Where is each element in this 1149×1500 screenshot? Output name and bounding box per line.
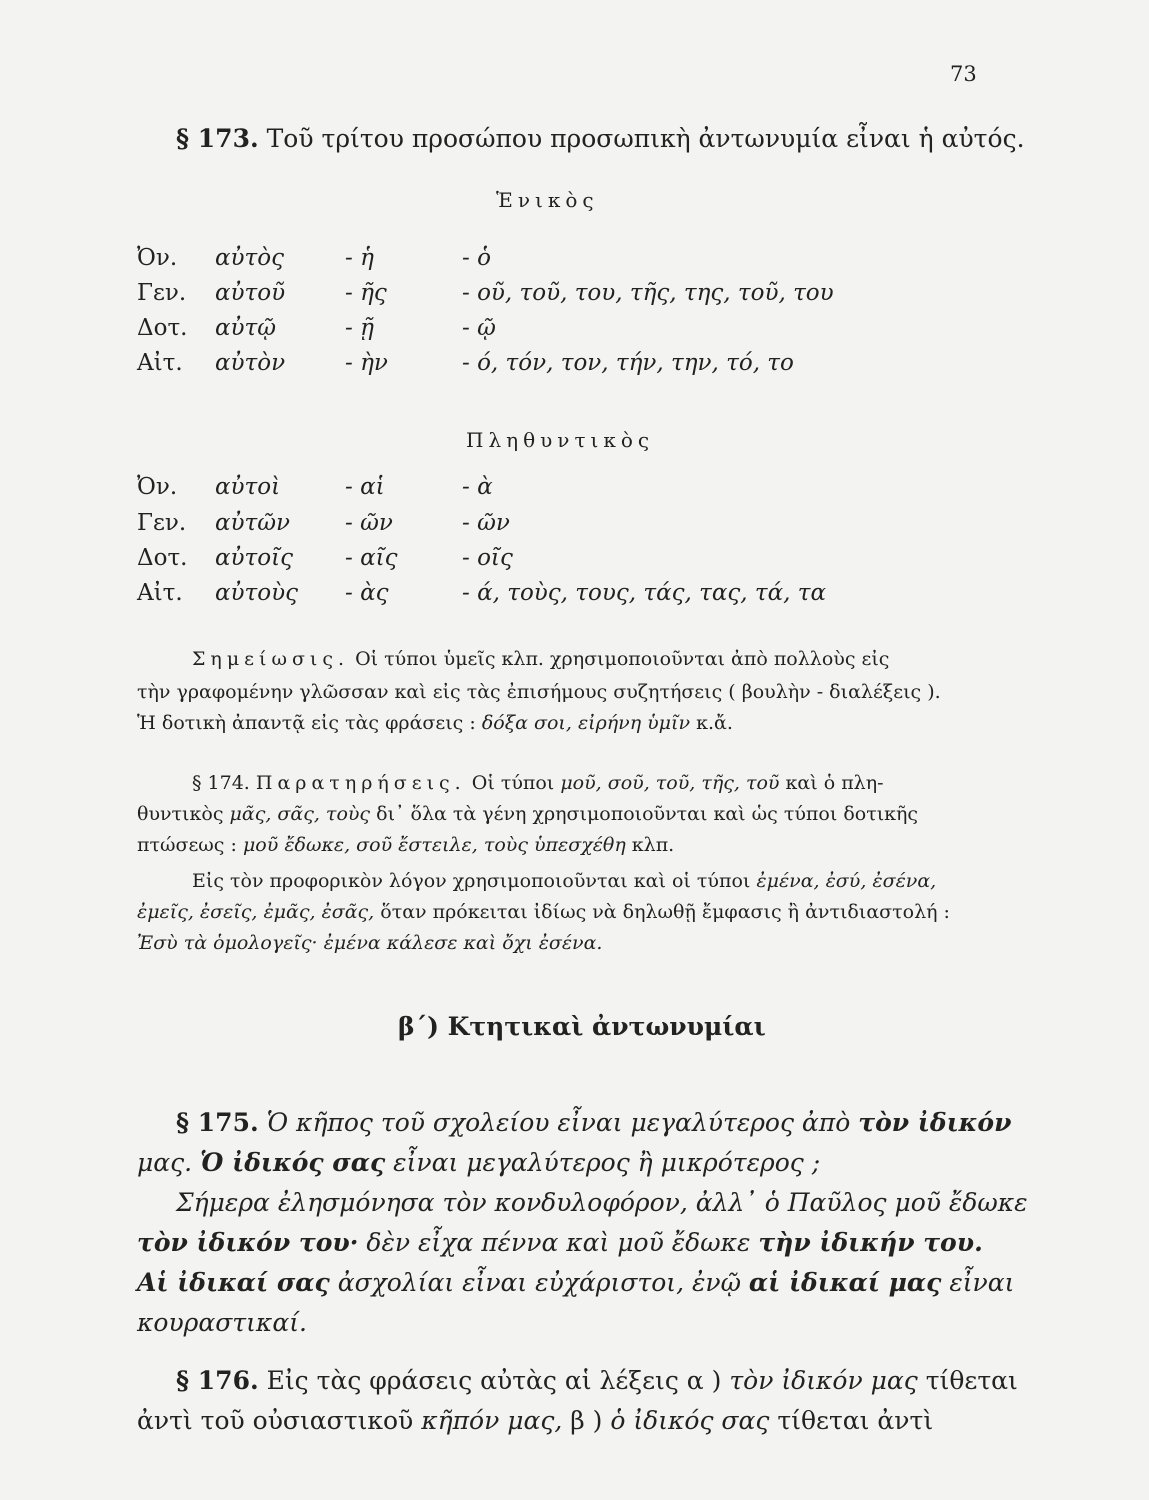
s174-5b: ὅταν πρόκειται ἰδίως νὰ δηλωθῇ ἔμφασις ἢ ἀντιδιαστολή : (380, 901, 950, 923)
s176-1b: τὸν ἰδικόν μας (729, 1366, 918, 1395)
s175-5d: εἶναι (949, 1268, 1015, 1297)
s174-3b: μοῦ ἔδωκε, σοῦ ἔστειλε, τοὺς ὑπεσχέθη (242, 834, 626, 856)
s175-2c: εἶναι μεγαλύτερος ἢ μικρότερος ; (393, 1148, 821, 1177)
s175-4c: τὴν ἰδικήν του. (758, 1228, 983, 1257)
s175-5b: ἀσχολίαι εἶναι εὐχάριστοι, ἐνῷ (337, 1268, 741, 1297)
pl-case-3: Δοτ. (137, 545, 188, 571)
sg-case-4: Αἰτ. (137, 350, 183, 376)
note-label: Σημείωσις. (192, 648, 350, 670)
sg-case-1: Ὀν. (137, 245, 178, 271)
sg-neut-2: - οῦ, τοῦ, του, τῆς, της, τοῦ, του (462, 280, 834, 306)
s175-line-1 (176, 1108, 1011, 1137)
s173-text: Τοῦ τρίτου προσώπου προσωπικὴ ἀντωνυμία εἶναι ἡ αὐτός. (266, 124, 1025, 153)
s175-number: § 175. (176, 1108, 259, 1137)
s176-number: § 176. (176, 1366, 259, 1395)
s174-line-1 (192, 772, 884, 794)
s175-5a: Αἱ ἰδικαί σας (137, 1268, 330, 1297)
sg-fem-4: - ὴν (345, 350, 388, 376)
pl-fem-2: - ῶν (345, 510, 393, 536)
pl-masc-3: αὐτοῖς (215, 545, 293, 571)
pl-neut-2: - ῶν (462, 510, 510, 536)
s173-heading (176, 124, 1025, 153)
s174-4b: ἐμένα, ἐσύ, ἐσένα, (756, 870, 937, 892)
sg-masc-2: αὐτοῦ (215, 280, 286, 306)
pl-neut-1: - ὰ (462, 474, 493, 500)
s175-4a: τὸν ἰδικόν του· (137, 1228, 359, 1257)
s175-4b: δὲν εἶχα πέννα καὶ μοῦ ἔδωκε (366, 1228, 751, 1257)
s175-2a: μας. (137, 1148, 193, 1177)
sg-fem-3: - ῇ (345, 315, 374, 341)
s175-2b: Ὁ ἰδικός σας (200, 1148, 386, 1177)
note-line-3 (137, 712, 733, 734)
pl-fem-4: - ὰς (345, 580, 389, 606)
pl-fem-1: - αἱ (345, 474, 385, 500)
pl-case-4: Αἰτ. (137, 580, 183, 606)
sg-case-3: Δοτ. (137, 315, 188, 341)
s174-2b: μᾶς, σᾶς, τοὺς (229, 803, 371, 825)
s174-4a: Εἰς τὸν προφορικὸν λόγον χρησιμοποιοῦνται καὶ οἱ τύποι (192, 870, 751, 892)
singular-label: Ἑνικὸς (496, 188, 599, 212)
s176-2c: β ) (570, 1406, 603, 1435)
s174-3c: κλπ. (631, 834, 675, 856)
s174-2c: δι᾿ ὅλα τὰ γένη χρησιμοποιοῦνται καὶ ὡς τύποι δοτικῆς (376, 803, 919, 825)
note-line-1 (192, 648, 889, 670)
note-text-3c: κ.ἄ. (696, 712, 733, 734)
s174-line-5 (137, 901, 950, 923)
s174-2a: θυντικὸς (137, 803, 224, 825)
sg-fem-1: - ἡ (345, 245, 374, 271)
plural-label: Πληθυντικὸς (466, 428, 655, 452)
note-text-3a: Ἡ δοτικὴ ἀπαντᾷ εἰς τὰς φράσεις : (137, 712, 476, 734)
s174-line-3 (137, 834, 674, 856)
pl-case-1: Ὀν. (137, 474, 178, 500)
s174-line-2 (137, 803, 918, 825)
sg-fem-2: - ῆς (345, 280, 387, 306)
pl-masc-1: αὐτοὶ (215, 474, 281, 500)
sg-masc-3: αὐτῷ (215, 315, 276, 341)
s175-line-2 (137, 1148, 820, 1177)
page-number: 73 (950, 62, 977, 86)
s174-1b: μοῦ, σοῦ, τοῦ, τῆς, τοῦ (560, 772, 780, 794)
s176-line-2 (137, 1406, 933, 1435)
s176-2d: ὁ ἰδικός σας (610, 1406, 770, 1435)
sg-case-2: Γεν. (137, 280, 187, 306)
s176-1a: Εἰς τὰς φράσεις αὐτὰς αἱ λέξεις α ) (266, 1366, 722, 1395)
s175-line-6: κουραστικαί. (137, 1308, 307, 1337)
sg-masc-4: αὐτὸν (215, 350, 286, 376)
pl-neut-3: - οῖς (462, 545, 513, 571)
pl-case-2: Γεν. (137, 510, 187, 536)
s175-line-4 (137, 1228, 983, 1257)
s174-5a: ἐμεῖς, ἐσεῖς, ἐμᾶς, ἐσᾶς, (137, 901, 375, 923)
s176-2a: ἀντὶ τοῦ οὐσιαστικοῦ (137, 1406, 414, 1435)
pl-masc-2: αὐτῶν (215, 510, 290, 536)
s174-1c: καὶ ὁ πλη- (785, 772, 884, 794)
note-text-3b: δόξα σοι, εἰρήνη ὑμῖν (481, 712, 691, 734)
sg-neut-4: - ό, τόν, τον, τήν, την, τό, το (462, 350, 794, 376)
pl-fem-3: - αῖς (345, 545, 398, 571)
pl-masc-4: αὐτοὺς (215, 580, 298, 606)
section-title: β΄) Κτητικαὶ ἀντωνυμίαι (398, 1012, 766, 1041)
s176-line-1 (176, 1366, 1018, 1395)
sg-masc-1: αὐτὸς (215, 245, 284, 271)
s176-1c: τίθεται (925, 1366, 1018, 1395)
s175-line-5 (137, 1268, 1014, 1297)
s174-label: Παρατηρήσεις. (255, 772, 466, 794)
s176-2b: κῆπόν μας, (421, 1406, 563, 1435)
s175-line-3: Σήμερα ἐλησμόνησα τὸν κονδυλοφόρον, ἀλλ᾿ ὁ Παῦλος μοῦ ἔδωκε (176, 1188, 1028, 1217)
note-text-1: Οἱ τύποι ὑμεῖς κλπ. χρησιμοποιοῦνται ἀπὸ πολλοὺς εἰς (355, 648, 890, 670)
sg-neut-1: - ὁ (462, 245, 491, 271)
pl-neut-4: - ά, τοὺς, τους, τάς, τας, τά, τα (462, 580, 827, 606)
s176-2e: τίθεται ἀντὶ (777, 1406, 934, 1435)
s175-1a: Ὁ κῆπος τοῦ σχολείου εἶναι μεγαλύτερος ἀπὸ (266, 1108, 851, 1137)
s175-1b: τὸν ἰδικόν (858, 1108, 1012, 1137)
sg-neut-3: - ῷ (462, 315, 496, 341)
s174-3a: πτώσεως : (137, 834, 237, 856)
s174-number: § 174. (192, 772, 250, 794)
s174-line-4 (192, 870, 936, 892)
note-line-2: τὴν γραφομένην γλῶσσαν καὶ εἰς τὰς ἐπισήμους συζητήσεις ( βουλὴν - διαλέξεις ). (137, 681, 941, 703)
s173-number: § 173. (176, 124, 259, 153)
s175-5c: αἱ ἰδικαί μας (748, 1268, 942, 1297)
s174-1a: Οἱ τύποι (471, 772, 555, 794)
s174-line-6: Ἐσὺ τὰ ὁμολογεῖς· ἐμένα κάλεσε καὶ ὄχι ἐσένα. (137, 932, 603, 954)
